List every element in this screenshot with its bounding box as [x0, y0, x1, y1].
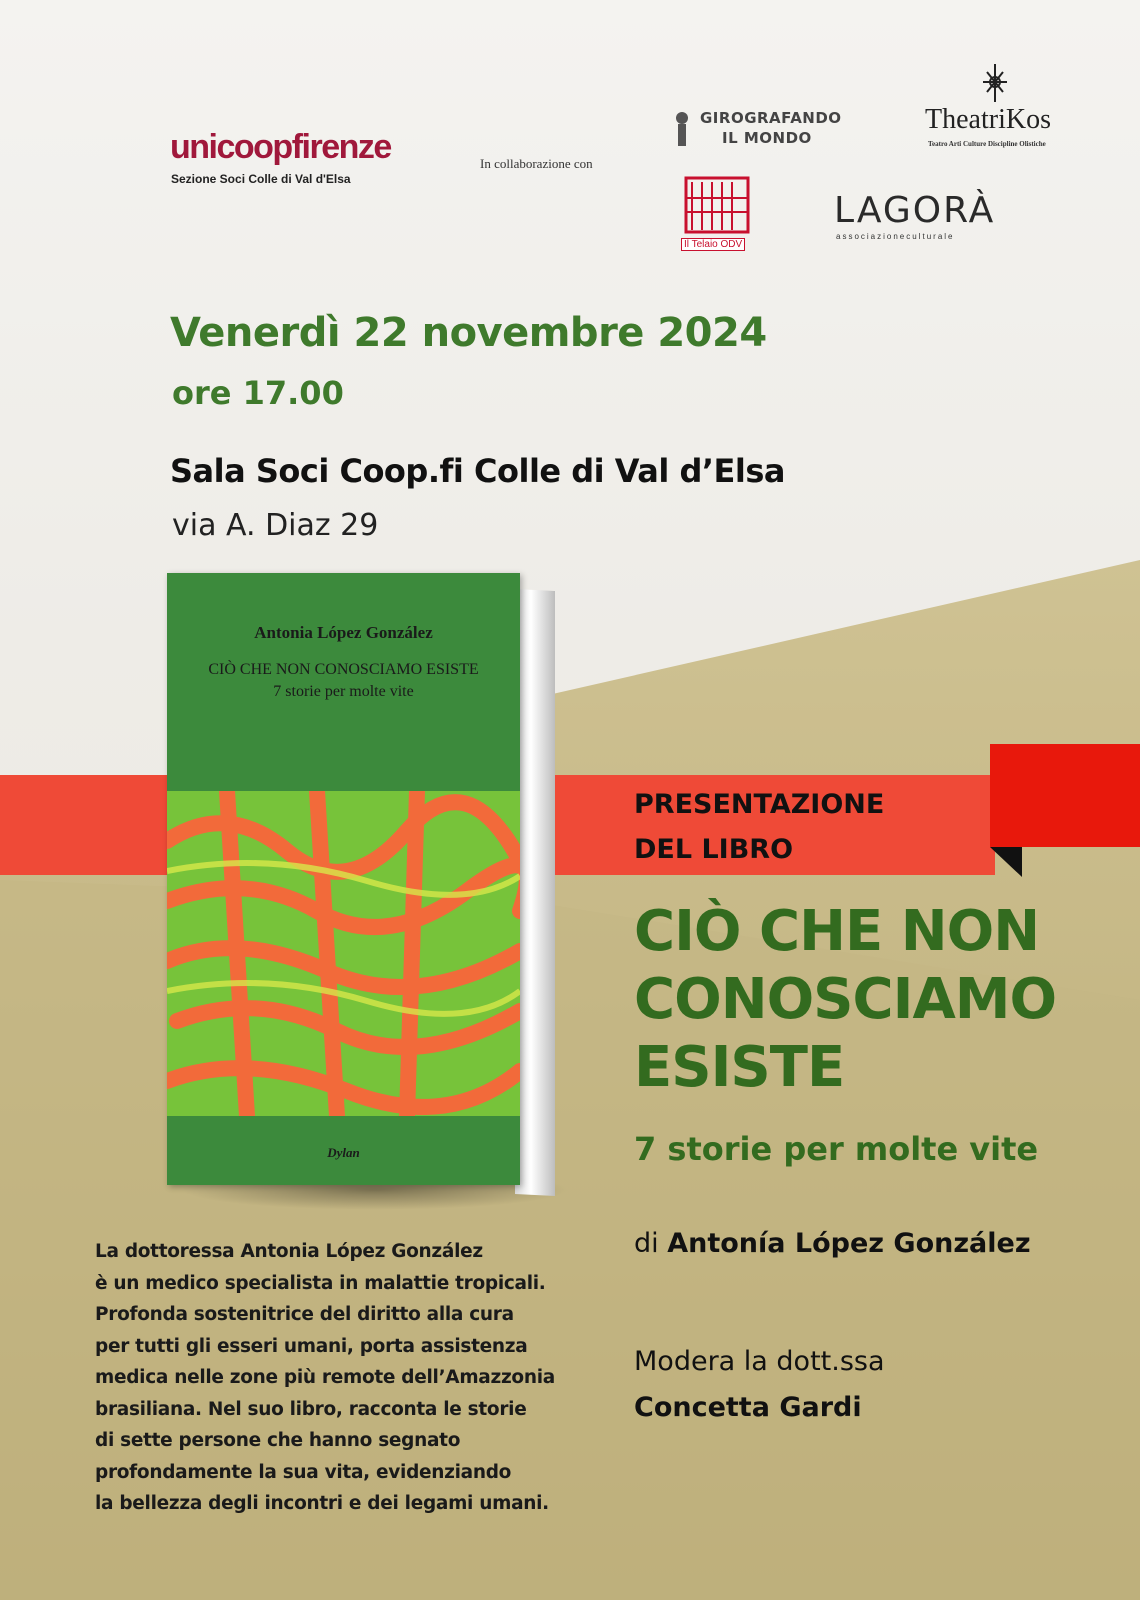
- book-cover-title: CIÒ CHE NON CONOSCIAMO ESISTE: [208, 661, 479, 678]
- event-date: Venerdì 22 novembre 2024: [170, 310, 767, 356]
- unicoop-logo: unicoopfirenze: [170, 128, 391, 166]
- theatrikos-logo: TheatriKos: [925, 104, 1051, 135]
- book-cover-subtitle: 7 storie per molte vite: [273, 683, 414, 700]
- event-time: ore 17.00: [172, 374, 344, 412]
- red-flag: [990, 744, 1140, 847]
- girografando-logo-text: GIROGRAFANDO IL MONDO: [700, 109, 842, 147]
- telaio-label: Il Telaio ODV: [681, 238, 745, 251]
- collaboration-label: In collaborazione con: [480, 156, 593, 171]
- moderator-label: Modera la dott.ssa: [634, 1346, 885, 1377]
- event-address: via A. Diaz 29: [172, 508, 379, 543]
- lagora-logo: LAGORÀ: [834, 190, 996, 231]
- book-cover-author: Antonia López González: [254, 623, 433, 642]
- book-cover-artwork: [167, 791, 520, 1116]
- flag-fold: [990, 847, 1022, 877]
- lagora-subtitle: associazioneculturale: [836, 232, 955, 241]
- book-cover-publisher: Dylan: [327, 1145, 360, 1160]
- presentation-label: PRESENTAZIONE DEL LIBRO: [634, 789, 885, 865]
- book-cover: [167, 573, 520, 1185]
- book-pages: [515, 589, 555, 1196]
- author-bio: La dottoressa Antonia López González è un medico specialista in malattie tropicali. Profonda sostenitrice del diritto alla cura per tutti gli esseri umani, porta assistenza medica nelle zone più remote dell’Amazzonia brasiliana. Nel suo libro, racconta le storie di sette persone che hanno segnato profondamente la sua vita, evidenziando la bellezza degli incontri e dei legami umani.: [95, 1241, 555, 1514]
- book-subtitle: 7 storie per molte vite: [634, 1130, 1039, 1168]
- theatrikos-subtitle: Teatro Arti Culture Discipline Olistiche: [928, 140, 1046, 148]
- book-title: CIÒ CHE NON CONOSCIAMO ESISTE: [634, 899, 1057, 1100]
- event-venue: Sala Soci Coop.fi Colle di Val d’Elsa: [170, 452, 786, 490]
- book-author: di Antonía López González: [634, 1228, 1031, 1259]
- theatrikos-symbol-icon: [975, 62, 1015, 104]
- unicoop-subtitle: Sezione Soci Colle di Val d'Elsa: [171, 172, 351, 186]
- moderator-name: Concetta Gardi: [634, 1392, 862, 1423]
